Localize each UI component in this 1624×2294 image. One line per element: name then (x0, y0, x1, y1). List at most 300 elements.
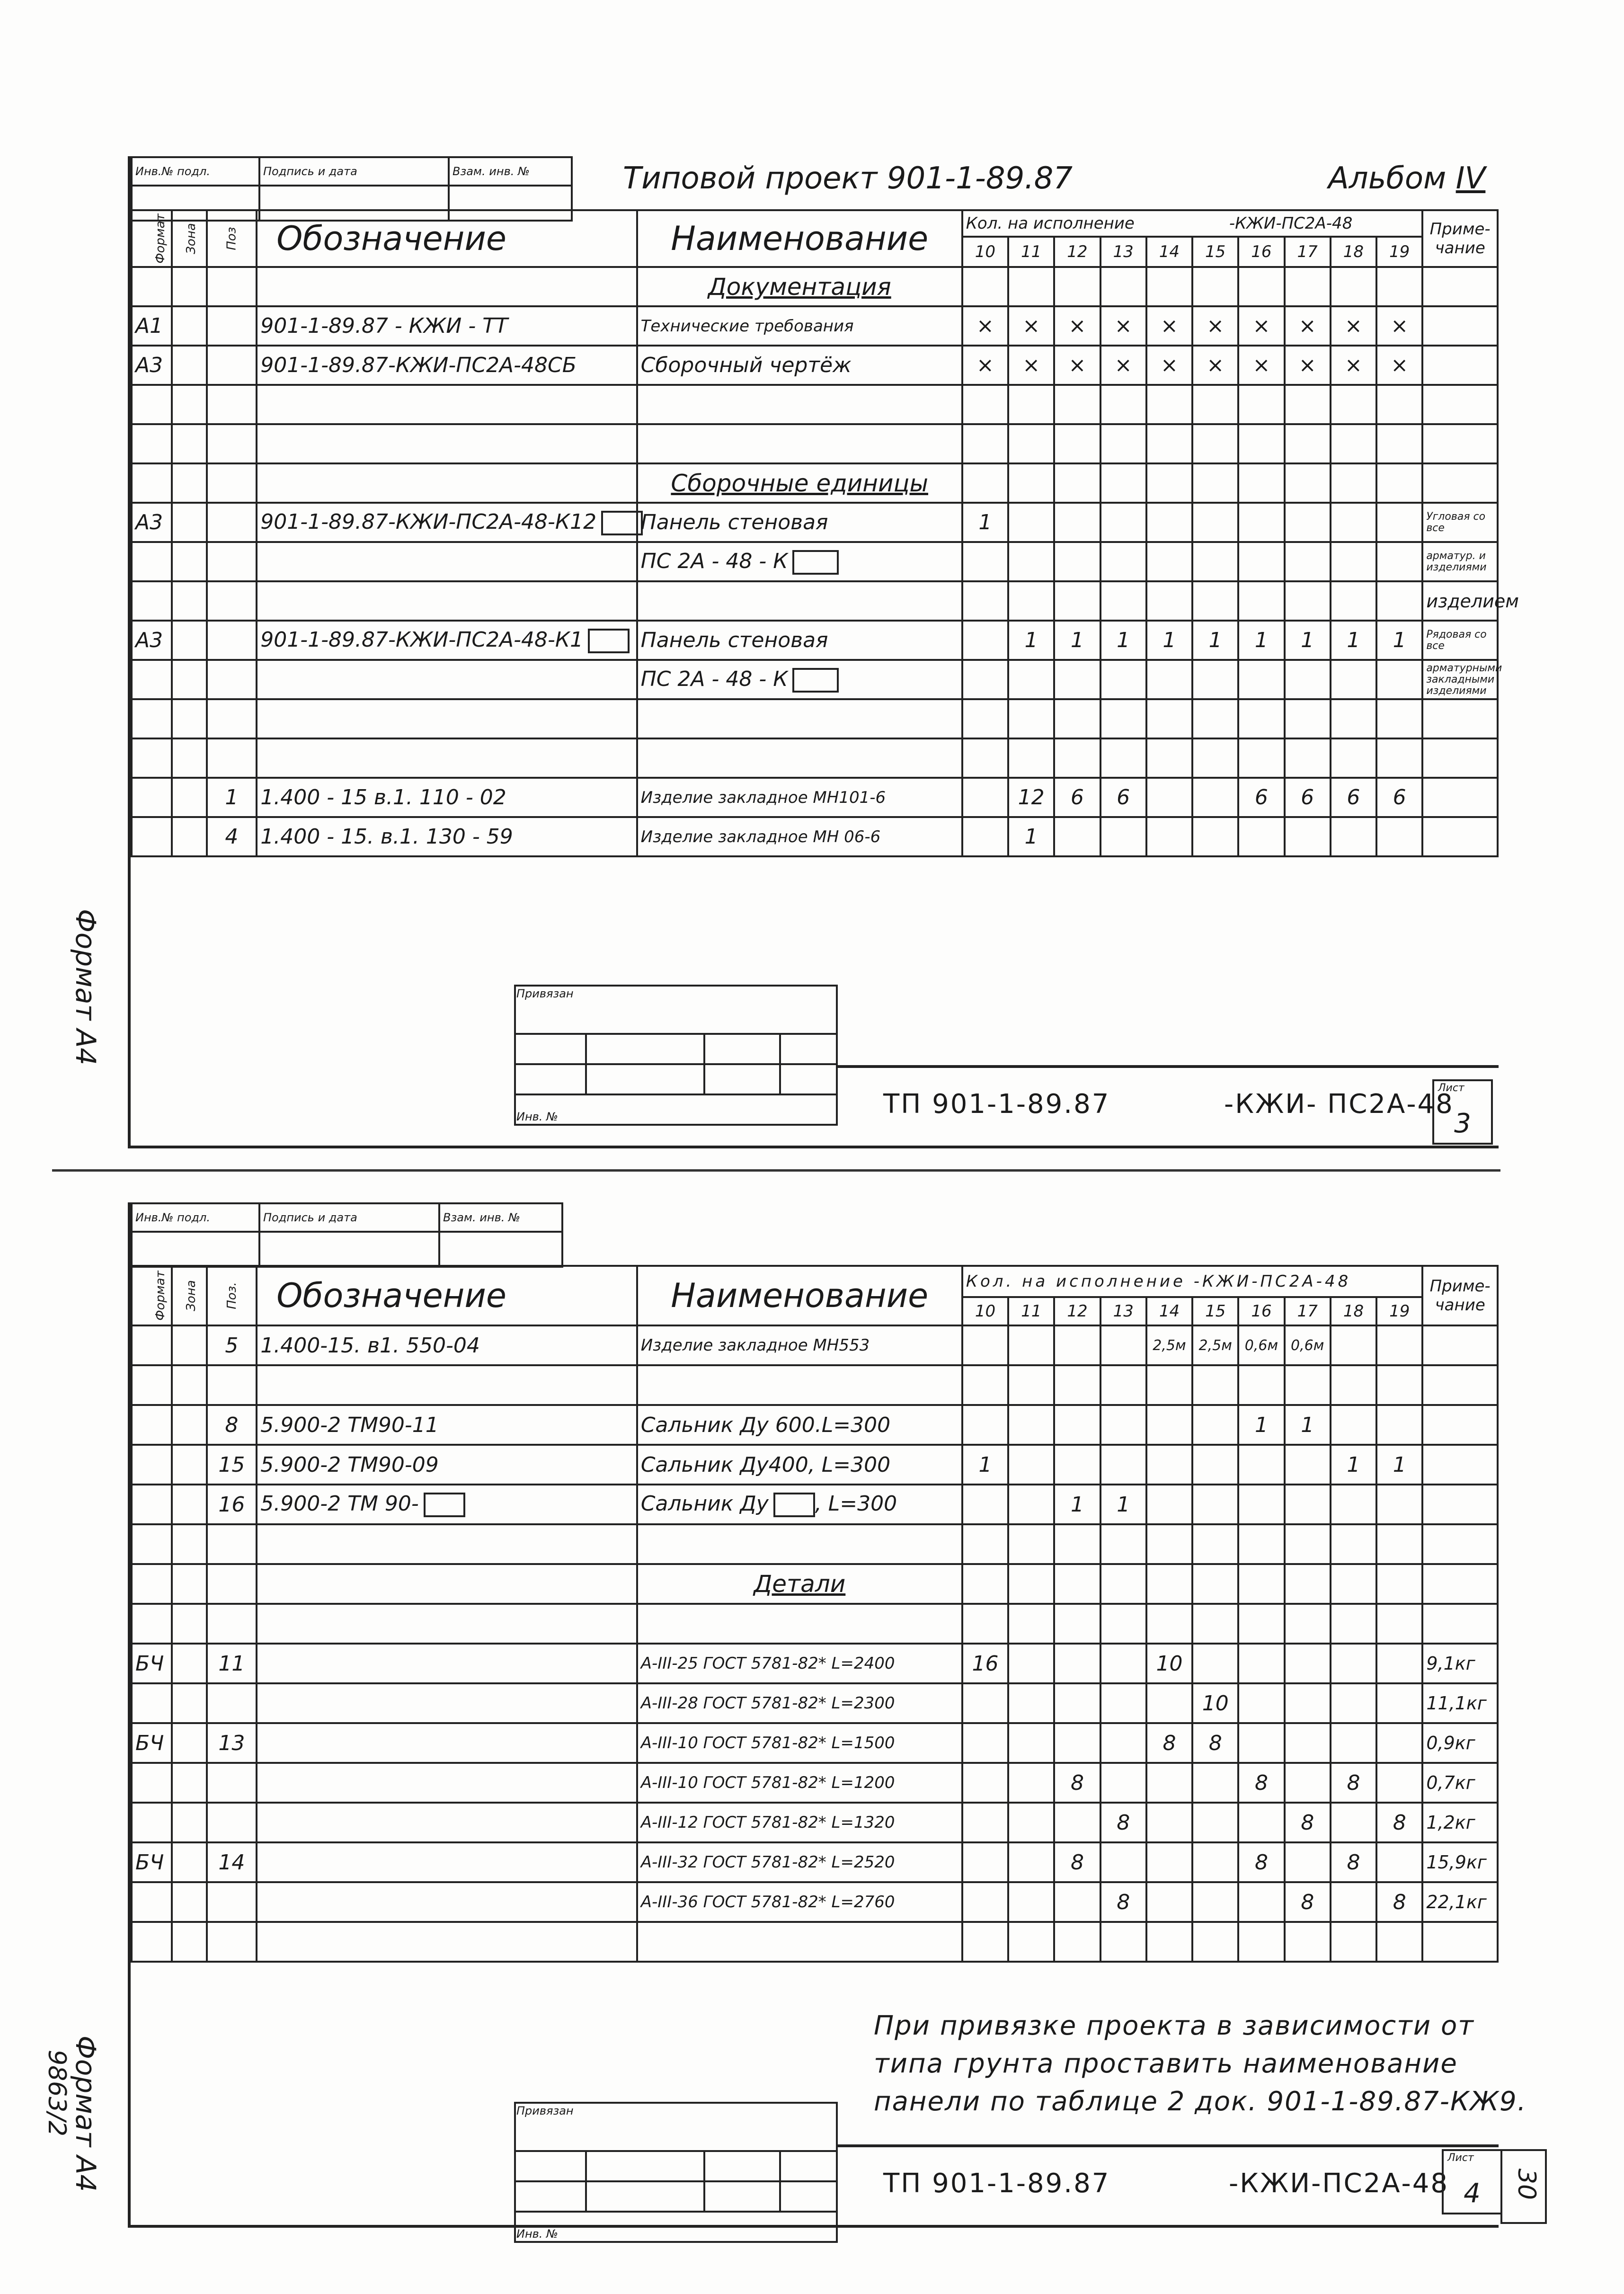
qty-cell (1331, 1325, 1376, 1365)
qty-cell (1331, 1604, 1376, 1644)
qty-cell (1100, 1763, 1146, 1803)
row-note (1422, 1485, 1498, 1524)
header2-format: Формат (132, 1266, 172, 1325)
qty-cell (1008, 463, 1054, 503)
table-row (132, 699, 1498, 738)
qty-cell (1376, 1644, 1422, 1683)
header-name: Наименование (637, 210, 962, 267)
qty-cell (1054, 1365, 1100, 1405)
qty-cell (1100, 1842, 1146, 1882)
qty-cell (1100, 267, 1146, 306)
row-format (132, 463, 172, 503)
qty-cell (1146, 1445, 1192, 1485)
row-designation (257, 503, 637, 542)
row-format: БЧ (132, 1723, 172, 1763)
qty-cell (1054, 463, 1100, 503)
row-pos (207, 1803, 257, 1842)
row-pos: 15 (207, 1445, 257, 1485)
qty-cell (1376, 1365, 1422, 1405)
qty-cell (962, 1683, 1008, 1723)
row-designation (257, 1604, 637, 1644)
qty-cell (1054, 1325, 1100, 1365)
row-designation (257, 1405, 637, 1445)
qty-cell (1054, 1882, 1100, 1922)
qty-cell (1376, 1524, 1422, 1564)
row-name (637, 1882, 962, 1922)
qty-cell: 1 (1146, 621, 1192, 660)
table-row (132, 267, 1498, 306)
qty-cell (1054, 542, 1100, 581)
name-text: Сальник Ду400, L=300 (640, 1452, 891, 1477)
qty-cell (1376, 581, 1422, 621)
qty-cell (1285, 581, 1331, 621)
row-pos (207, 1604, 257, 1644)
qty-cell: 1 (1192, 621, 1238, 660)
stamp2-inv: Инв.№ подл. (132, 1203, 259, 1232)
row-pos: 4 (207, 817, 257, 856)
qty-cell: × (1285, 306, 1331, 346)
qty-cell (1192, 699, 1238, 738)
row-pos (207, 581, 257, 621)
table-row (132, 1803, 1498, 1842)
qty-cell (1146, 1683, 1192, 1723)
name-text: Сальник Ду 600.L=300 (640, 1413, 891, 1437)
qty-cell: 8 (1238, 1763, 1284, 1803)
row-format (132, 1524, 172, 1564)
table-row (132, 306, 1498, 346)
qty-cell (1238, 1922, 1284, 1962)
row-note: Угловая со все (1422, 503, 1498, 542)
qty-cell (962, 699, 1008, 738)
stamp-sign: Подпись и дата (259, 157, 449, 186)
qty-cell (1054, 1524, 1100, 1564)
qty-cell (1192, 1405, 1238, 1445)
row-name (637, 1763, 962, 1803)
qty-cell: × (962, 346, 1008, 385)
sheet-number-2: 4 (1464, 2178, 1481, 2209)
row-zone (172, 1644, 207, 1683)
row-pos (207, 660, 257, 699)
row-format (132, 1763, 172, 1803)
row-note (1422, 346, 1498, 385)
row-format (132, 699, 172, 738)
qty-cell: 8 (1192, 1723, 1238, 1763)
qty-cell (1331, 581, 1376, 621)
row-name (637, 503, 962, 542)
qty-cell (1054, 1445, 1100, 1485)
qty-cell: 6 (1331, 778, 1376, 817)
row-format (132, 1365, 172, 1405)
qty-cell: 1 (962, 1445, 1008, 1485)
row-designation (257, 817, 637, 856)
qty-cell (1238, 463, 1284, 503)
qty-cell (1376, 1842, 1422, 1882)
header2-qty: Кол. на исполнение -КЖИ-ПС2А-48 (962, 1266, 1423, 1297)
sheet-number-box (1432, 1079, 1493, 1145)
row-note (1422, 385, 1498, 424)
qty-cell (1008, 1604, 1054, 1644)
qty-cell (1285, 738, 1331, 778)
qty-cell (1376, 1683, 1422, 1723)
qty-cell (1285, 1683, 1331, 1723)
designation-text: 901-1-89.87-КЖИ-ПС2А-48СБ (260, 353, 577, 377)
qty-cell (962, 817, 1008, 856)
qty-cell (1008, 581, 1054, 621)
qty-cell (1238, 738, 1284, 778)
row-name (637, 1445, 962, 1485)
table-row (132, 1683, 1498, 1723)
qty-cell (1146, 1763, 1192, 1803)
row-zone (172, 542, 207, 581)
qty-cell (1285, 1723, 1331, 1763)
stamp-replaced: Взам. инв. № (449, 157, 572, 186)
qty-cell (962, 660, 1008, 699)
row-designation (257, 346, 637, 385)
qty-cell (1008, 1485, 1054, 1524)
qty-cell: × (1054, 346, 1100, 385)
qty-cell (1008, 1763, 1054, 1803)
row-pos (207, 738, 257, 778)
qty-cell (1285, 463, 1331, 503)
blank-box (588, 629, 630, 653)
qty-cell: 16 (962, 1644, 1008, 1683)
qty-cell (1238, 542, 1284, 581)
qty-cell (1285, 1922, 1331, 1962)
row-name (637, 660, 962, 699)
table-row (132, 463, 1498, 503)
qty-cell: 8 (1238, 1842, 1284, 1882)
row-pos (207, 503, 257, 542)
qty-cell (1238, 1644, 1284, 1683)
qty-cell (1100, 385, 1146, 424)
qty-cell: 8 (1285, 1803, 1331, 1842)
row-note: 22,1кг (1422, 1882, 1498, 1922)
qty-cell (962, 1325, 1008, 1365)
qty-cell (1054, 817, 1100, 856)
qty-cell (1238, 424, 1284, 463)
page-corner-number: 30 (1512, 2168, 1541, 2200)
qty-cell (1192, 1882, 1238, 1922)
qty-cell: × (1331, 306, 1376, 346)
header2-note: Приме- чание (1422, 1266, 1498, 1325)
qty-cell (1331, 385, 1376, 424)
row-name (637, 542, 962, 581)
row-name (637, 1405, 962, 1445)
qty-cell (1285, 267, 1331, 306)
qty-cell (1376, 1604, 1422, 1644)
row-note (1422, 267, 1498, 306)
row-pos (207, 542, 257, 581)
qty-cell (1192, 1604, 1238, 1644)
row-designation (257, 1763, 637, 1803)
qty-cell (962, 621, 1008, 660)
table-row (132, 346, 1498, 385)
qty-cell (1331, 463, 1376, 503)
qty-cell (1192, 1842, 1238, 1882)
row-name (637, 621, 962, 660)
qty-cell (1008, 1564, 1054, 1604)
table-row (132, 660, 1498, 699)
qty-cell (962, 1604, 1008, 1644)
qty-cell: 1 (1054, 621, 1100, 660)
row-pos (207, 424, 257, 463)
row-name (637, 267, 962, 306)
row-pos: 5 (207, 1325, 257, 1365)
name-text: А-III-10 ГОСТ 5781-82* L=1500 (640, 1734, 895, 1752)
qty-cell (1285, 1365, 1331, 1405)
row-format (132, 1564, 172, 1604)
row-zone (172, 1803, 207, 1842)
name-text: Технические требования (640, 316, 854, 336)
row-zone (172, 424, 207, 463)
qty-cell (1146, 1485, 1192, 1524)
qty-cell (1376, 1325, 1422, 1365)
qty-cell (1331, 1803, 1376, 1842)
row-note: 1,2кг (1422, 1803, 1498, 1842)
table-row (132, 778, 1498, 817)
qty-cell (1146, 1882, 1192, 1922)
qty-cell: 0,6м (1285, 1325, 1331, 1365)
qty-cell (1238, 1803, 1284, 1842)
row-pos (207, 1683, 257, 1723)
header-designation: Обозначение (257, 210, 637, 267)
qty-cell (1008, 1445, 1054, 1485)
designation-text: 5.900-2 ТМ 90- (260, 1492, 419, 1516)
qty-cell (1100, 817, 1146, 856)
qty-cell (1146, 738, 1192, 778)
qty-cell (962, 1723, 1008, 1763)
qty-cell: 6 (1238, 778, 1284, 817)
row-pos: 1 (207, 778, 257, 817)
qty-cell (1285, 1564, 1331, 1604)
row-name (637, 1524, 962, 1564)
qty-cell (1192, 1644, 1238, 1683)
table-row (132, 424, 1498, 463)
blank-box (792, 550, 839, 575)
qty-cell (1331, 1485, 1376, 1524)
doc-code-left-2: ТП 901-1-89.87 (883, 2168, 1110, 2199)
row-name (637, 699, 962, 738)
row-note (1422, 1445, 1498, 1485)
row-zone (172, 1604, 207, 1644)
row-format (132, 1485, 172, 1524)
qty-cell (1331, 424, 1376, 463)
qty-cell (1376, 1922, 1422, 1962)
row-zone (172, 621, 207, 660)
qty-cell (1238, 1564, 1284, 1604)
qty-cell: 1 (1238, 1405, 1284, 1445)
qty-cell: 1 (1331, 621, 1376, 660)
qty-cell (1285, 424, 1331, 463)
qty-cell (1100, 1365, 1146, 1405)
qty-col-13: 13 (1100, 237, 1146, 267)
sheet-separator (52, 1169, 1500, 1172)
row-zone (172, 1723, 207, 1763)
row-zone (172, 463, 207, 503)
row-name (637, 817, 962, 856)
sheet-top (128, 156, 1519, 1148)
row-designation (257, 660, 637, 699)
qty-cell (962, 385, 1008, 424)
header-zone: Зона (172, 210, 207, 267)
qty-cell (1238, 660, 1284, 699)
qty-cell (1238, 267, 1284, 306)
row-pos: 13 (207, 1723, 257, 1763)
qty-cell (1192, 738, 1238, 778)
qty-cell (1054, 738, 1100, 778)
qty-cell (1008, 1882, 1054, 1922)
row-name (637, 738, 962, 778)
qty-cell (1376, 660, 1422, 699)
qty-cell: 1 (1100, 1485, 1146, 1524)
table-row (132, 1644, 1498, 1683)
row-zone (172, 660, 207, 699)
header2-name: Наименование (637, 1266, 962, 1325)
qty-cell (962, 1882, 1008, 1922)
name-text: А-III-28 ГОСТ 5781-82* L=2300 (640, 1694, 895, 1713)
qty-cell (1192, 778, 1238, 817)
name-text: А-III-36 ГОСТ 5781-82* L=2760 (640, 1893, 895, 1912)
row-designation (257, 542, 637, 581)
qty-cell (962, 1485, 1008, 1524)
row-format (132, 267, 172, 306)
row-format (132, 424, 172, 463)
qty-cell (1146, 503, 1192, 542)
qty-cell (1008, 503, 1054, 542)
row-zone (172, 1405, 207, 1445)
table-row (132, 1763, 1498, 1803)
qty-cell (1192, 581, 1238, 621)
qty-cell (962, 1922, 1008, 1962)
qty-cell: 6 (1100, 778, 1146, 817)
qty-cell (1192, 542, 1238, 581)
table-row (132, 1604, 1498, 1644)
row-name (637, 385, 962, 424)
qty-cell (1100, 660, 1146, 699)
row-note (1422, 738, 1498, 778)
qty-cell (1192, 1445, 1238, 1485)
designation-text: 5.900-2 ТМ90-11 (260, 1413, 439, 1437)
qty-cell (962, 1405, 1008, 1445)
qty-cell (962, 424, 1008, 463)
name-text: А-III-25 ГОСТ 5781-82* L=2400 (640, 1654, 895, 1673)
qty-cell: 1 (962, 503, 1008, 542)
qty-cell (1285, 1842, 1331, 1882)
row-format (132, 1405, 172, 1445)
stamp2-replaced: Взам. инв. № (439, 1203, 562, 1232)
row-zone (172, 1564, 207, 1604)
table-row (132, 1524, 1498, 1564)
row-name (637, 424, 962, 463)
row-note (1422, 1405, 1498, 1445)
qty-cell (1100, 1644, 1146, 1683)
row-pos (207, 306, 257, 346)
row-format: БЧ (132, 1644, 172, 1683)
row-pos (207, 699, 257, 738)
row-zone (172, 1485, 207, 1524)
qty-cell: × (1146, 306, 1192, 346)
inv-label: Инв. № (516, 1110, 559, 1123)
qty-cell (1331, 503, 1376, 542)
blank-box (424, 1493, 465, 1517)
qty-cell (1146, 463, 1192, 503)
name-text: ПС 2А - 48 - К (640, 667, 788, 691)
qty-cell: × (962, 306, 1008, 346)
row-pos (207, 621, 257, 660)
qty-col-15: 15 (1192, 1297, 1238, 1325)
qty-cell (1008, 1325, 1054, 1365)
row-designation (257, 621, 637, 660)
qty-cell (1331, 542, 1376, 581)
qty-col-15: 15 (1192, 237, 1238, 267)
qty-cell (1054, 267, 1100, 306)
qty-cell (1376, 699, 1422, 738)
row-zone (172, 503, 207, 542)
qty-cell (1331, 1564, 1376, 1604)
table-row (132, 542, 1498, 581)
qty-cell: 8 (1100, 1803, 1146, 1842)
spec-table-bottom (131, 1265, 1499, 1963)
qty-col-14: 14 (1146, 237, 1192, 267)
page-corner-box (1500, 2149, 1547, 2224)
qty-cell (962, 1564, 1008, 1604)
qty-cell: 8 (1054, 1842, 1100, 1882)
table-row (132, 503, 1498, 542)
row-designation (257, 1644, 637, 1683)
sheet-number: 3 (1454, 1108, 1471, 1139)
qty-cell (1192, 1922, 1238, 1962)
row-designation (257, 1365, 637, 1405)
qty-cell: 0,6м (1238, 1325, 1284, 1365)
qty-cell (1054, 503, 1100, 542)
table-row (132, 581, 1498, 621)
row-designation (257, 463, 637, 503)
qty-cell (1285, 660, 1331, 699)
qty-col-18: 18 (1331, 237, 1376, 267)
row-pos (207, 1763, 257, 1803)
designation-text: 901-1-89.87-КЖИ-ПС2А-48-К12 (260, 509, 597, 534)
qty-cell (1331, 1524, 1376, 1564)
qty-cell (1331, 738, 1376, 778)
album-label: Альбом IV (1328, 161, 1486, 196)
row-note (1422, 1604, 1498, 1644)
stamp-inv: Инв.№ подл. (132, 157, 259, 186)
qty-cell: 6 (1285, 778, 1331, 817)
qty-cell (1331, 1405, 1376, 1445)
qty-col-17: 17 (1285, 237, 1331, 267)
binding-block-2 (514, 2102, 838, 2243)
row-name (637, 1604, 962, 1644)
qty-cell (1146, 1803, 1192, 1842)
qty-cell (1100, 1405, 1146, 1445)
qty-cell (1285, 1445, 1331, 1485)
row-designation (257, 1922, 637, 1962)
row-note (1422, 1365, 1498, 1405)
table-row (132, 1445, 1498, 1485)
qty-cell (1146, 699, 1192, 738)
qty-cell (1192, 1763, 1238, 1803)
qty-cell (1146, 1365, 1192, 1405)
blank-box (773, 1493, 815, 1517)
qty-cell: × (1054, 306, 1100, 346)
qty-cell: 8 (1100, 1882, 1146, 1922)
name-text: ПС 2А - 48 - К (640, 549, 788, 573)
qty-cell (1146, 385, 1192, 424)
row-note: 9,1кг (1422, 1644, 1498, 1683)
row-format (132, 581, 172, 621)
qty-cell (1008, 738, 1054, 778)
qty-cell (1192, 1365, 1238, 1405)
